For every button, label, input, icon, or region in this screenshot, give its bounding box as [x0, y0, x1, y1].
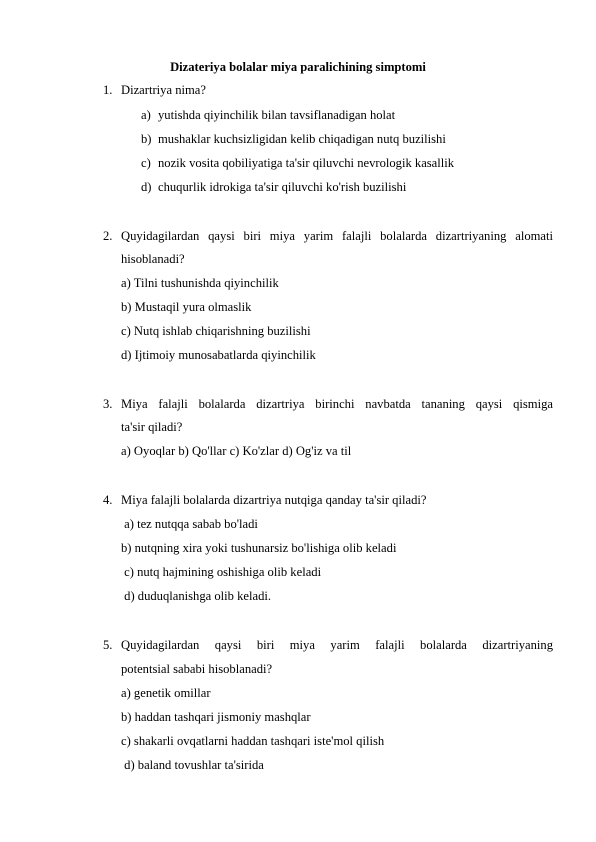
question-2-text-line-1: Quyidagilardan qaysi biri miya yarim falajli bolalarda dizartriyaning alomati	[121, 229, 553, 243]
question-5-option-b: b) haddan tashqari jismoniy mashqlar	[121, 710, 311, 724]
question-1-option-b: mushaklar kuchsizligidan kelib chiqadigan nutq buzilishi	[158, 132, 446, 146]
question-4-option-b: b) nutqning xira yoki tushunarsiz bo'lishiga olib keladi	[121, 541, 397, 555]
question-1-option-d-letter: d)	[141, 180, 152, 194]
document-title: Dizateriya bolalar miya paralichining simptomi	[170, 60, 426, 74]
question-1-option-d: chuqurlik idrokiga ta'sir qiluvchi ko'rish buzilishi	[158, 180, 407, 194]
question-2-option-b: b) Mustaqil yura olmaslik	[121, 300, 252, 314]
question-1-option-a: yutishda qiyinchilik bilan tavsiflanadigan holat	[158, 108, 396, 122]
question-1-text: Dizartriya nima?	[121, 83, 206, 97]
question-3-text-line-1: Miya falajli bolalarda dizartriya birinchi navbatda tananing qaysi qismiga	[121, 397, 553, 411]
question-1-option-a-letter: a)	[141, 108, 151, 122]
question-1-number: 1.	[103, 83, 113, 97]
question-4-text: Miya falajli bolalarda dizartriya nutqiga qanday ta'sir qiladi?	[121, 493, 427, 507]
question-3-number: 3.	[103, 397, 113, 411]
question-4-number: 4.	[103, 493, 113, 507]
question-2-number: 2.	[103, 229, 113, 243]
question-2-option-d: d) Ijtimoiy munosabatlarda qiyinchilik	[121, 348, 316, 362]
question-5-option-a: a) genetik omillar	[121, 686, 211, 700]
question-5-text-line-1: Quyidagilardan qaysi biri miya yarim falajli bolalarda dizartriyaning	[121, 638, 553, 652]
question-4-option-c: c) nutq hajmining oshishiga olib keladi	[121, 565, 322, 579]
question-2-text-line-2: hisoblanadi?	[121, 252, 185, 266]
question-2-option-c: c) Nutq ishlab chiqarishning buzilishi	[121, 324, 311, 338]
question-5-option-c: c) shakarli ovqatlarni haddan tashqari iste'mol qilish	[121, 734, 385, 748]
question-1-option-c: nozik vosita qobiliyatiga ta'sir qiluvchi nevrologik kasallik	[158, 156, 455, 170]
question-2-option-a: a) Tilni tushunishda qiyinchilik	[121, 276, 279, 290]
question-1-option-b-letter: b)	[141, 132, 152, 146]
question-5-option-d: d) baland tovushlar ta'sirida	[121, 758, 264, 772]
question-5-number: 5.	[103, 638, 113, 652]
question-4-option-a: a) tez nutqqa sabab bo'ladi	[121, 517, 258, 531]
question-1-option-c-letter: c)	[141, 156, 151, 170]
question-3-text-line-2: ta'sir qiladi?	[121, 420, 183, 434]
question-3-options: a) Oyoqlar b) Qo'llar c) Ko'zlar d) Og'iz va til	[121, 444, 352, 458]
question-4-option-d: d) duduqlanishga olib keladi.	[121, 589, 272, 603]
question-5-text-line-2: potentsial sababi hisoblanadi?	[121, 662, 273, 676]
